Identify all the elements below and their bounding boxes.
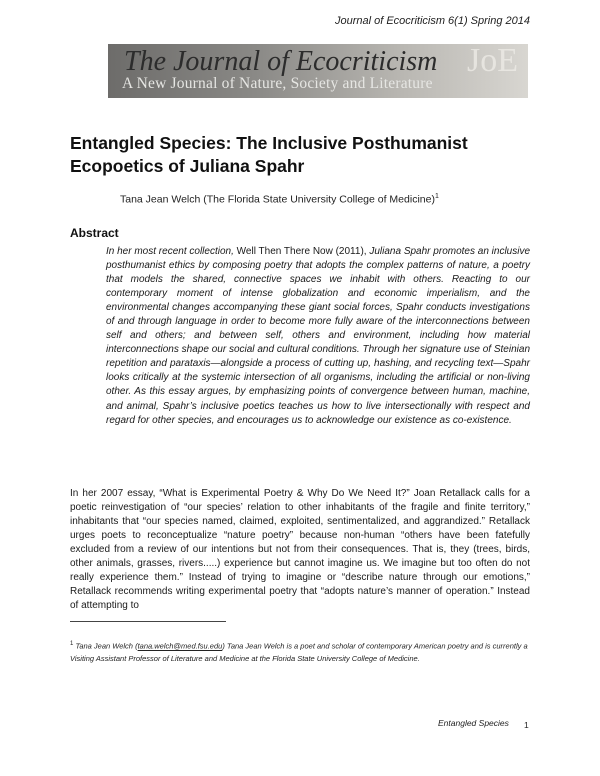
banner-subtitle: A New Journal of Nature, Society and Literature [122, 75, 433, 92]
article-title: Entangled Species: The Inclusive Posthumanist Ecopoetics of Juliana Spahr [70, 133, 468, 176]
footnote-divider [70, 621, 226, 622]
footnote-author: Tana Jean Welch [75, 641, 133, 651]
author-footnote-ref[interactable]: 1 [434, 193, 439, 200]
journal-banner [108, 44, 528, 98]
abstract-book-title: Well Then There Now (2011), [236, 246, 367, 257]
footnote-number: 1 [70, 641, 74, 647]
running-footer-title: Entangled Species [438, 718, 509, 728]
author-line [120, 193, 439, 206]
abstract-lead: In her most recent collection, [106, 246, 234, 257]
footnote: $^1$ Tana Jean Welch (tana.welch@med.fsu.edu) Tana Jean Welch is a poet and scholar of contemporary American poetry and is currently a Visiting Assistant Professor of Literature and Medicine at the Florida State University College of Medicine. [70, 641, 528, 663]
page-number: 1 [524, 720, 529, 730]
abstract-body-text: Juliana Spahr promotes an inclusive posthumanist ethics by composing poetry that adopts the complex patterns of nature, a poetry that models the shared, connective spaces we inhabit with others. Reacting to our contemporary moment of intense globalization and economic imperialism, and the environmental changes accompanying these giant social forces, Spahr conducts investigations of and through language in order to become more fully aware of the interconnections between self and others; and between self, others and environment, including how material interconnections shape our social and cultural conditions. Through her signature use of Steinian repetition and parataxis—alongside a process of cutting up, hashing, and recycling text—Spahr looks critically at the systemic intersection of all organisms, including the artificial or non-living other. As this essay argues, by emphasizing points of convergence between human, machine, and animal, Spahr’s inclusive poetics teaches us how to live intersectionally with respect and regard for other species, and encourages us to acknowledge our existence as co-existence. [106, 246, 531, 426]
abstract-heading: Abstract [70, 226, 119, 240]
body-paragraph: In her 2007 essay, “What is Experimental Poetry & Why Do We Need It?” Joan Retallack calls for a poetic reinvestigation of “our species’ relation to other inhabitants of the fragile and finite territory,” inhabitants that “our species named, claimed, exploited, sentimentalized, and aggrandized.” Retallack urges poets to reconceptualize “nature poetry” because non-human “others have been fatefully excluded from a review of our intentions but not from their consequences. That is, they (trees, birds, other animals, grasses, rivers.....) experience but cannot imagine us. We imagine but too often do not really experience them.” Instead of trying to imagine or “describe nature through our emotions,” Retallack recommends writing experimental poetry that “adopts nature’s manner of operation.” Instead of attempting to [70, 488, 530, 612]
banner-logo-mark: JoE [467, 44, 518, 79]
journal-citation: Journal of Ecocriticism 6(1) Spring 2014 [334, 15, 530, 27]
footnote-text: Tana Jean Welch is a poet and scholar of contemporary American poetry and is currently a Visiting Assistant Professor of Literature and Medicine at the Florida State University College of Medicine. [70, 641, 528, 663]
banner-title: The Journal of Ecocriticism [124, 46, 438, 77]
abstract-text [106, 245, 530, 428]
author-name: Tana Jean Welch (The Florida State University College of Medicine) [120, 193, 435, 206]
footnote-email-link[interactable]: tana.welch@med.fsu.edu [137, 641, 223, 651]
